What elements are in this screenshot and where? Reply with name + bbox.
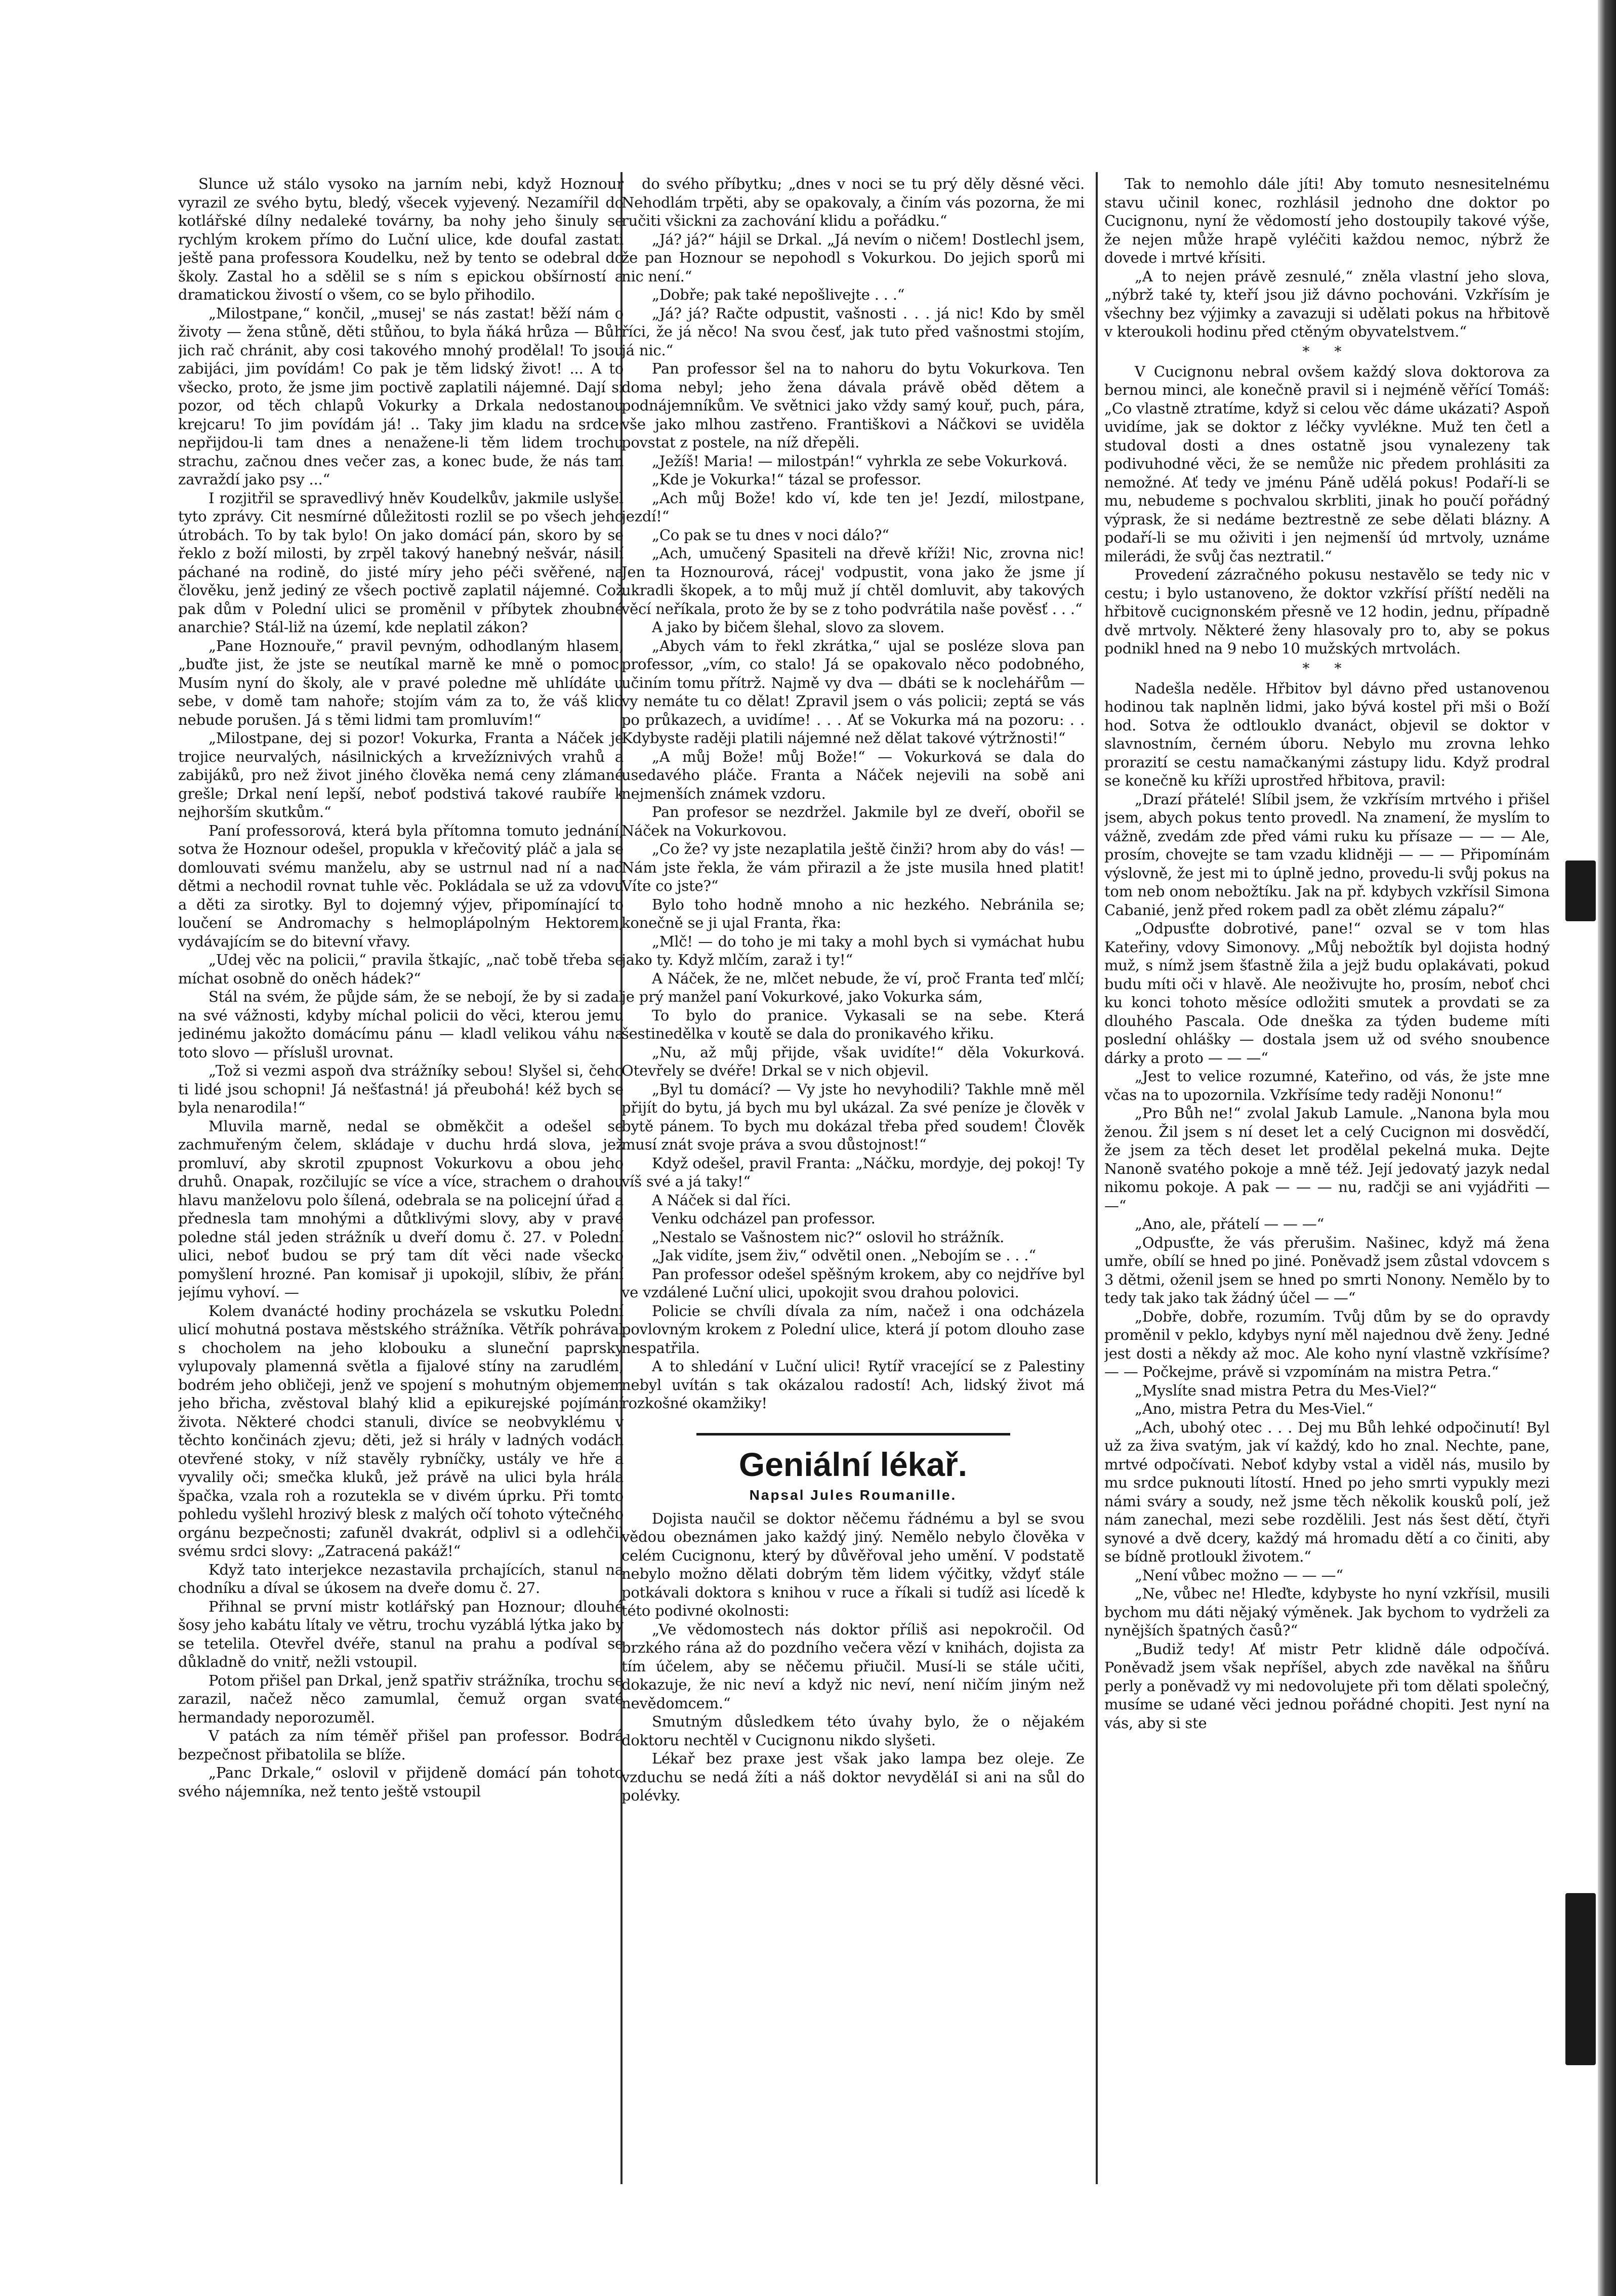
- paragraph: „Byl tu domácí? — Vy jste ho nevyhodili? Takhle mně měl přijít do bytu, já bych mu byl ukázal. Za své peníze je člověk v bytě pánem. To bych mu dokázal třeba před soudem! Člověk musí znát svoje práva a svou důstojnost!“: [621, 1080, 1085, 1153]
- paragraph: Pan professor odešel spěšným krokem, aby co nejdříve byl ve vzdálené Luční ulici, upokojit svou drahou polovici.: [621, 1265, 1085, 1301]
- paragraph: A Náček si dal říci.: [652, 1191, 791, 1209]
- article-byline: Napsal Jules Roumanille.: [749, 1487, 957, 1503]
- paragraph: „Ach můj Bože! kdo ví, kde ten je! Jezdí, milostpane, jezdí!“: [621, 489, 1085, 525]
- column-3: [1104, 175, 1550, 2189]
- paragraph: Smutným důsledkem této úvahy bylo, že o nějakém doktoru nechtěl v Cucignonu nikdo slyšeti.: [621, 1713, 1085, 1749]
- paragraph: „Ve vědomostech nás doktor příliš asi nepokročil. Od brzkého rána až do pozdního večera vězí v knihách, dojista za tím účelem, aby se něčemu přiučil. Musí-li se stále učiti, dokazuje, že nic neví a když nic neví, není ničím jiným než nevědomcem.“: [621, 1620, 1085, 1712]
- article-title: Geniální lékař.: [738, 1445, 968, 1483]
- paragraph: Mluvila marně, nedal se obměkčit a odešel se zachmuřeným čelem, skládaje v duchu hrdá slova, jež promluví, aby skrotil zpupnost Vokurkovu a obou jeho druhů. Onapak, rozčilujíc se více a více, strachem o drahou hlavu manželovu polo šílená, odebrala se na policejní úřad a přednesla tam mnohými a důtklivými slovy, aby v pravé poledne stál jeden strážník u dveří domu č. 27. v Polední ulici, neboť budou se prý tam dít věci nade všecko pomyšlení hrozné. Pan komisař ji upokojil, slíbiv, že přání jejímu vyhoví. —: [178, 1117, 624, 1301]
- paragraph: „Pane Hoznouře,“ pravil pevným, odhodlaným hlasem, „buďte jist, že jste se neutíkal marně ke mně o pomoc. Musím nyní do školy, ale v pravé poledne mě uhlídáte u sebe, v domě tam nahoře; stojím vám za to, že váš klid nebude porušen. Já s těmi lidmi tam promluvím!“: [178, 637, 624, 728]
- paragraph: Provedení zázračného pokusu nestavělo se tedy nic v cestu; i bylo ustanoveno, že doktor vzkřísí příští neděli na hřbitově cucignonském přesně ve 12 hodin, jednu, případně dvě mrtvoly. Některé ženy hlasovaly pro to, aby se pokus podnikl hned na 9 nebo 10 mužských mrtvolách.: [1104, 566, 1550, 657]
- paragraph: A Náček, že ne, mlčet nebude, že ví, proč Franta teď mlčí; je prý manžel paní Vokurkové, jako Vokurka sám,: [621, 969, 1085, 1005]
- column-2: [621, 175, 1085, 2189]
- paragraph: „Není vůbec možno — — —“: [1135, 1566, 1344, 1584]
- paragraph: V patách za ním téměř přišel pan professor. Bodrá bezpečnost přibatolila se blíže.: [178, 1727, 624, 1763]
- paragraph: „A můj Bože! můj Bože!“ — Vokurková se dala do usedavého pláče. Franta a Náček nejevili na sobě ani nejmenších známek vzdoru.: [621, 748, 1085, 802]
- paragraph: „Co pak se tu dnes v noci dálo?“: [652, 526, 889, 544]
- paragraph: Stál na svém, že půjde sám, že se nebojí, že by si zadal na své vážnosti, kdyby míchal policii do věci, kterou jemu jedinému jakožto domácímu pánu — kladl velikou váhu na toto slovo — příslušl urovnat.: [178, 988, 624, 1061]
- section-separator: * *: [1302, 660, 1352, 677]
- paragraph: Tak to nemohlo dále jíti! Aby tomuto nesnesitelnému stavu učinil konec, rozhlásil jednoho dne doktor po Cucignonu, nyní že vědomostí jeho dostoupily takové výše, že nejen může hrapě vyléčiti každou nemoc, nýbrž že dovede i mrtvé křísiti.: [1104, 175, 1550, 266]
- paragraph: Venku odcházel pan professor.: [652, 1210, 876, 1227]
- paragraph: „Ach, ubohý otec . . . Dej mu Bůh lehké odpočinutí! Byl už za živa svatým, jak ví každý, kdo ho znal. Nechte, pane, mrtvé odpočívati. Neboť kdyby vstal a viděl nás, musilo by mu srdce puknouti lítostí. Hned po jeho smrti vypukly mezi námi sváry a soudy, než jsme těch několik kousků polí, jež nám zanechal, mezi sebe rozdělili. Jest nás šest dětí, čtyři synové a dvě dcery, každý má hromadu dětí a co činiti, aby se bídně protloukl životem.“: [1104, 1418, 1550, 1565]
- paragraph: V Cucignonu nebral ovšem každý slova doktorova za bernou minci, ale konečně pravil si i nejméně věřící Tomáš: „Co vlastně ztratíme, když si celou věc dáme ukázati? Aspoň uvidíme, jak se doktor z léčky vyvlékne. Muž ten četl a studoval dosti a dnes ostatně jsou vynalezeny tak podivuhodné věci, že se nemůže nic předem prohlásiti za nemožné. Ať tedy ve jménu Páně udělá pokus! Podaří-li se mu, nebudeme s pochvalou skrbliti, jinak ho poučí pořádný výprask, že si nedáme beztrestně ze sebe dělati blázny. A podaří-li se mu oživiti i jen nejmenší úd mrtvoly, uznáme milerádi, že svůj čas neztratil.“: [1104, 362, 1550, 565]
- paragraph: Paní professorová, která byla přítomna tomuto jednání, sotva že Hoznour odešel, propukla v křečovitý pláč a jala se domlouvati svému manželu, aby se ustrnul nad ní a nad dětmi a nechodil rovnat tuhle věc. Pokládala se už za vdovu a děti za sirotky. Byl to dojemný výjev, připomínající to loučení se Andromachy s helmoplápolným Hektorem, vydávajícím se do bitevní vřavy.: [178, 822, 624, 950]
- paragraph: „Tož si vezmi aspoň dva strážníky sebou! Slyšel si, čeho ti lidé jsou schopni! Já nešťastná! já přeubohá! kéž bych se byla nenarodila!“: [178, 1062, 624, 1116]
- section-separator: * *: [1302, 343, 1352, 360]
- paragraph: „Odpusťte, že vás přerušim. Našinec, když má žena umře, obílí se hned po jiné. Poněvadž jsem zůstal vdovcem s 3 dětmi, oženil jsem se hned po smrti Nonony. Nemělo by to tedy tak jako tak žádný účel — —“: [1104, 1234, 1550, 1306]
- paragraph: „Já? já? Račte odpustit, vašnosti . . . já nic! Kdo by směl říci, že já něco! Na svou česť, jak tuto před vašnostmi stojím, já nic.“: [621, 304, 1085, 359]
- paragraph: Přihnal se první mistr kotlářský pan Hoznour; dlouhé šosy jeho kabátu lítaly ve větru, trochu vyzáblá lýtka jako by se tetelila. Otevřel dvéře, stanul na prahu a podíval se důkladně do vnitř, nežli vstoupil.: [178, 1597, 624, 1670]
- paragraph: „Udej věc na policii,“ pravila štkajíc, „nač tobě třeba se míchat osobně do oněch hádek?“: [178, 951, 624, 987]
- scan-edge: [1598, 0, 1616, 2296]
- paragraph: „Odpusťte dobrotivé, pane!“ ozval se v tom hlas Kateřiny, vdovy Simonovy. „Můj nebožtík byl dojista hodný muž, s nímž jsem šťastně žila a jejž budu oplakávati, pokud budu míti oči v hlavě. Ale neoživujte ho, prosím, neboť chci ku konci tohoto měsíce odložiti smutek a provdati se za dlouhého Pascala. Ode dneška za týden budeme míti poslední ohlášky — dostala jsem už od svého snoubence dárky a proto — — —“: [1104, 920, 1550, 1067]
- title-rule: [696, 1433, 1010, 1436]
- paragraph: Když odešel, pravil Franta: „Náčku, mordyje, dej pokoj! Ty víš své a já taky!“: [621, 1154, 1085, 1190]
- scan-edge-mark: [1565, 1893, 1596, 2065]
- paragraph: I rozjitřil se spravedlivý hněv Koudelkův, jakmile uslyšel tyto zprávy. Cit nesmírné důležitosti rozlil se po všech jeho útrobách. To by tak bylo! On jako domácí pán, skoro by se řeklo z boží milosti, by zrpěl takový hanebný nešvár, násilí páchané na rodině, do jisté míry jeho péči svěřené, na člověku, jenž jediný ze všech poctivě zaplatil nájemné. Což pak dům v Polední ulici se proměnil v příbytek zhoubné anarchie? Stál-liž na území, kde neplatil zákon?: [178, 489, 624, 636]
- paragraph: „Mlč! — do toho je mi taky a mohl bych si vymáchat hubu jako ty. Když mlčím, zaraž i ty!“: [621, 932, 1085, 968]
- paragraph: „A to nejen právě zesnulé,“ zněla vlastní jeho slova, „nýbrž také ty, kteří jsou již dávno pochováni. Vzkřísím je všechny bez výjimky a zavazuji si udělati pokus na hřbitově v kteroukoli hodinu před ctěným obyvatelstvem.“: [1104, 267, 1550, 340]
- paragraph: Potom přišel pan Drkal, jenž spatřiv strážníka, trochu se zarazil, načež něco zamumlal, čemuž organ svaté hermandady neporozuměl.: [178, 1671, 624, 1726]
- paragraph: A jako by bičem šlehal, slovo za slovem.: [652, 619, 945, 636]
- paragraph: „Budiž tedy! Ať mistr Petr klidně dále odpočívá. Poněvadž jsem však nepříšel, abych zde navěkal na šňůru perly a poněvadž vy mi nedovolujete při tom dělati společný, musíme se udané věci jednou pořádné chopiti. Jest nyní na vás, aby si ste: [1104, 1640, 1550, 1732]
- scan-edge-mark: [1565, 860, 1596, 921]
- paragraph: „Milostpane,“ končil, „musej' se nás zastat! běží nám o životy — žena stůně, děti stůňou, to byla ňáká hrůza — Bůh jich rač chránit, aby cosi takového mnohý prodělal! To jsou zabijáci, jim povídám! Co pak je těm lidský život! ... A to všecko, proto, že jsme jim poctivě zaplatili nájemné. Dají si pozor, od těch chlapů Vokurky a Drkala nedostanou krejcaru! To jim povídám já! .. Taky jim kladu na srdce: nepřijdou-li tam dnes a nenažene-li těm lidem trochu strachu, začnou dnes večer zas, a konec bude, že nás tam zavraždí jako psy ...“: [178, 304, 624, 488]
- paragraph: Dojista naučil se doktor něčemu řádnému a byl se svou vědou obeznámen jako každý jiný. Nemělo nebylo člověka v celém Cucignonu, který by důvěřoval jeho umění. V podstatě nebylo možno dělati dobrým těm lidem výčitky, vždyť stále potkávali doktora s knihou v ruce a říkali si tudíž asi lícedě k této podivné okolnosti:: [621, 1509, 1085, 1619]
- paragraph: „Kde je Vokurka!“ tázal se professor.: [652, 471, 922, 488]
- paragraph: Policie se chvíli dívala za ním, načež i ona odcházela povlovným krokem z Polední ulice, která jí potom dlouho zase nespatřila.: [621, 1302, 1085, 1357]
- paragraph: „Ne, vůbec ne! Hleďte, kdybyste ho nyní vzkřísil, musili bychom mu dáti nějaký výměnek. Jak bychom to vydrželi za nynějších špatných časů?“: [1104, 1585, 1550, 1639]
- paragraph: Kolem dvanácté hodiny procházela se vskutku Polední ulicí mohutná postava městského strážníka. Větřík pohrával s chocholem na jeho klobouku a sluneční paprsky vylupovaly plamenná světla a fijalové stíny na zarudlém, bodrém jeho obličeji, jenž ve spojení s mohutným objemem jeho břicha, zvěstoval blahý klid a epikurejské pojímání života. Některé chodci stanuli, divíce se neobvyklému v těchto končinách zjevu; děti, jež si hrály v ladných vodách otevřené stoky, v níž stavěly rybníčky, ustály ve hře a vyvalily oči; smečka kluků, jež právě na ulici byla hrála špačka, vzala roh a rozutekla se v divém úprku. Při tomto pohledu vyšlehl hrozivý blesk z malých očí tohoto výtečného orgánu bezpečnosti; zafuněl dvakrát, odplivl si a odlehčil svému srdci slovy: „Zatracená pakáž!“: [178, 1302, 624, 1560]
- paragraph: „Milostpane, dej si pozor! Vokurka, Franta a Náček je trojice neurvalých, násilnických a krvežíznivých vrahů a zabijáků, pro než život jiného člověka nemá ceny zlámané grešle; Drkal není lepší, neboť podstivá takové raubíře k nejhorším skutkům.“: [178, 729, 624, 821]
- paragraph: „Drazí přátelé! Slíbil jsem, že vzkřísím mrtvého i přišel jsem, abych pokus tento provedl. Na znamení, že myslím to vážně, zvedám zde před vámi ruku ku přísaze — — — Ale, prosím, chovejte se tam vzadu klidněji — — — Připomínám výslovně, že jest mi to úplně jedno, provedu-li svůj pokus na tom neb onom nebožtíku. Jak na př. kdybych vzkřísil Simona Cabanié, jenž před rokem padl za obět zlému zápalu?“: [1104, 790, 1550, 919]
- paragraph: „Jak vidíte, jsem živ,“ odvětil onen. „Nebojím se . . .“: [652, 1247, 1036, 1264]
- paragraph: „Abych vám to řekl zkrátka,“ ujal se posléze slova pan professor, „vím, co stalo! Já se opakovalo něco podobného, učiním tomu přítrž. Najmě vy dva — dbáti se k noclehářům — vy nemáte tu co dělat! Zpravil jsem o vás policii; zeptá se vás po průkazech, a uvidíme! . . . Ať se Vokurka má na pozoru: . . Kdybyste raději platili nájemné než dělat takové výtržnosti!“: [621, 637, 1085, 747]
- paragraph: Slunce už stálo vysoko na jarním nebi, když Hoznour vyrazil ze svého bytu, bledý, všecek vyjevený. Nezamířil do kotlářské dílny nedaleké továrny, ba nohy jeho šinuly se rychlým krokem přímo do Luční ulice, kde doufal zastati ještě pana professora Koudelku, než by tento se odebral do školy. Zastal ho a sdělil se s ním s epickou obšírností a dramatickou živostí o všem, co se bylo přihodilo.: [178, 175, 624, 303]
- paragraph: „Nestalo se Vašnostem nic?“ oslovil ho strážník.: [652, 1228, 1005, 1246]
- column-1: [178, 175, 624, 2189]
- paragraph: „Dobře, dobře, rozumím. Tvůj dům by se do opravdy proměnil v peklo, kdybys nyní měl najednou dvě ženy. Jedné jest dosti a někdy až moc. Ale koho nyní vlastně vzkřísíme? — — Počkejme, právě si vzpomínám na mistra Petra.“: [1104, 1307, 1550, 1380]
- paragraph: A to shledání v Luční ulici! Rytíř vracející se z Palestiny nebyl uvítán s tak okázalou radostí! Ach, lidský život má rozkošné okamžiky!: [621, 1358, 1085, 1412]
- paragraph: „Jest to velice rozumné, Kateřino, od vás, že jste mne včas na to upozornila. Vzkřísíme tedy raději Nononu!“: [1104, 1068, 1550, 1103]
- paragraph: To bylo do pranice. Vykasali se na sebe. Která šestinedělka v koutě se dala do pronikavého křiku.: [621, 1006, 1085, 1042]
- paragraph: „Panc Drkale,“ oslovil v přijdeně domácí pán tohoto svého nájemníka, než tento ještě vstoupil: [178, 1764, 624, 1800]
- paragraph: Nadešla neděle. Hřbitov byl dávno před ustanovenou hodinou tak naplněn lidmi, jako bývá kostel při mši o Boží hod. Sotva že odtlouklo dvanáct, objevil se doktor v slavnostním, černém úboru. Nebylo mu zrovna lehko prorazití se cestu namačkanými zástupy lidu. Když prodral se konečně ku kříži uprostřed hřbitova, pravil:: [1104, 679, 1550, 789]
- column-rule: [1096, 172, 1098, 2184]
- paragraph: „Dobře; pak také nepošlivejte . . .“: [652, 286, 905, 303]
- paragraph: Pan professor šel na to nahoru do bytu Vokurkova. Ten doma nebyl; jeho žena dávala právě oběd dětem a podnájemníkům. Ve světnici jako vždy samý kouř, puch, pára, vše jako mlhou zastřeno. Františkovi a Náčkovi se uviděla povstat z postele, na níž dřepěli.: [621, 360, 1085, 451]
- paragraph: „Myslíte snad mistra Petra du Mes-Viel?“: [1135, 1381, 1437, 1399]
- paragraph: „Ano, mistra Petra du Mes-Viel.“: [1135, 1400, 1374, 1417]
- paragraph: Bylo toho hodně mnoho a nic hezkého. Nebránila se; konečně se ji ujal Franta, řka:: [621, 895, 1085, 931]
- paragraph: „Nu, až můj přijde, však uvidíte!“ děla Vokurková. Otevřely se dvéře! Drkal se v nich objevil.: [621, 1043, 1085, 1079]
- paragraph: do svého příbytku; „dnes v noci se tu prý děly děsné věci. Nehodlám trpěti, aby se opakovaly, a činím vás pozorna, že mi ručiti všickni za zachování klidu a pořádku.“: [621, 175, 1085, 229]
- paragraph: „Ježíš! Maria! — milostpán!“ vyhrkla ze sebe Vokurková.: [652, 452, 1067, 470]
- paragraph: Lékař bez praxe jest však jako lampa bez oleje. Ze vzduchu se nedá žíti a náš doktor nevyděláI si ani na sůl do polévky.: [621, 1750, 1085, 1804]
- paragraph: „Ano, ale, přátelí — — —“: [1135, 1215, 1324, 1233]
- paragraph: „Já? já?“ hájil se Drkal. „Já nevím o ničem! Dostlechl jsem, že pan Hoznour se nepohodl s Vokurkou. Do jejich sporů mi nic není.“: [621, 230, 1085, 285]
- paragraph: Když tato interjekce nezastavila prchajících, stanul na chodníku a díval se úkosem na dveře domu č. 27.: [178, 1561, 624, 1596]
- paragraph: „Co že? vy jste nezaplatila ještě činži? hrom aby do vás! — Nám jste řekla, že vám přirazil a že jste musila hned platit! Víte co jste?“: [621, 840, 1085, 894]
- paragraph: Pan profesor se nezdržel. Jakmile byl ze dveří, obořil se Náček na Vokurkovou.: [621, 803, 1085, 839]
- paragraph: „Pro Bůh ne!“ zvolal Jakub Lamule. „Nanona byla mou ženou. Žil jsem s ní deset let a celý Cucignon mi dosvědčí, že jsem za těch deset let prodělal pekelná muka. Dejte Nanoně svatého pokoje a mně též. Její jedovatý jazyk nedal nikomu pokoje. A pak — — — nu, radčji se ani vyjádřiti — —“: [1104, 1104, 1550, 1214]
- paragraph: „Ach, umučený Spasiteli na dřevě kříži! Nic, zrovna nic! Jen ta Hoznourová, rácej' vodpustit, vona jako že jsme jí ukradli škopek, a to můj muž jí chtěl domluvit, aby takových věcí neříkala, proto že by se z toho podvrátila naše pověsť . . .“: [621, 545, 1085, 618]
